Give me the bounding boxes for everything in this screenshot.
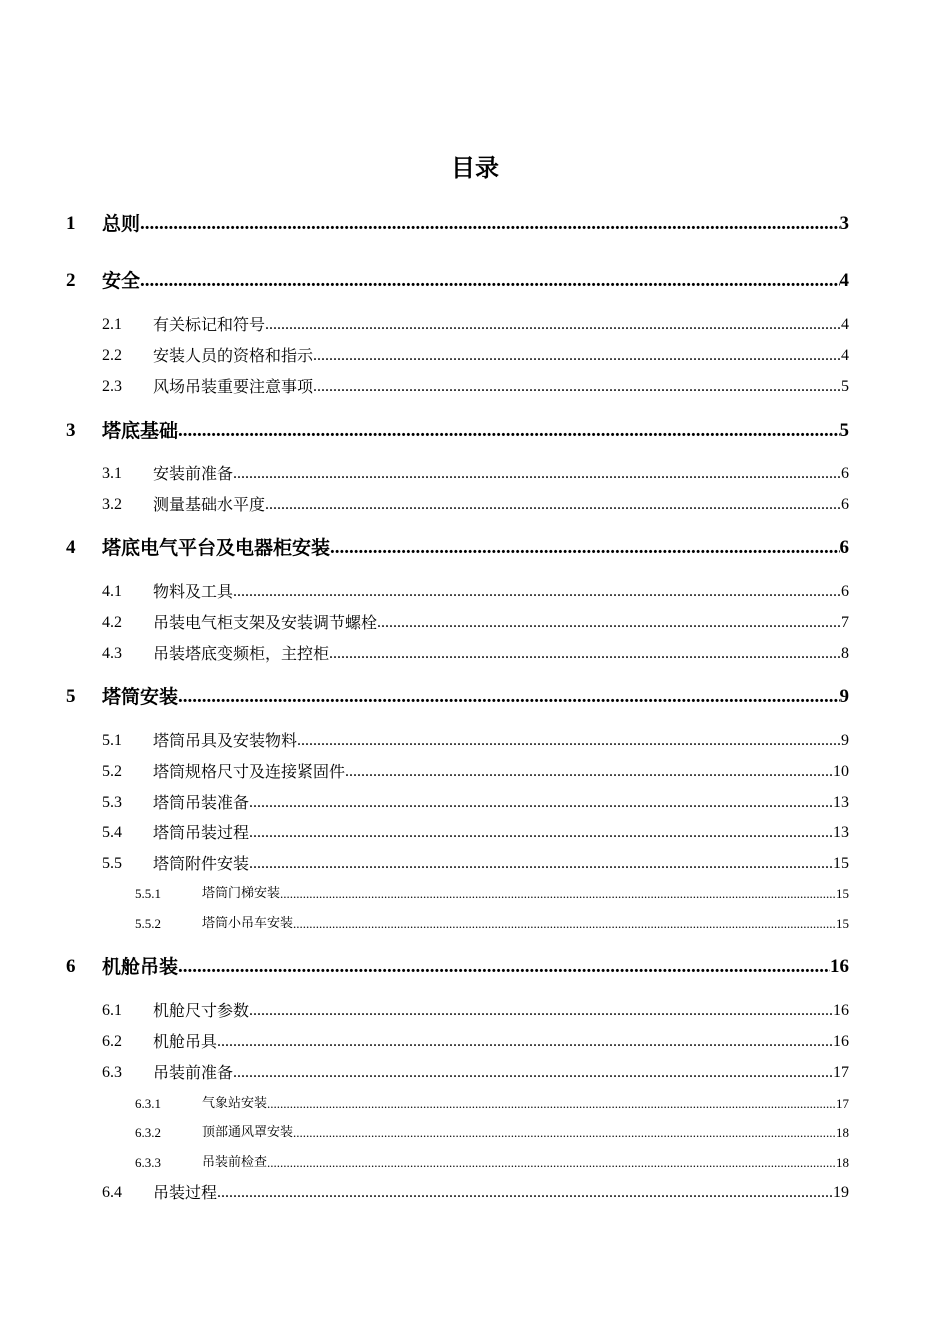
toc-entry-title: 机舱尺寸参数: [153, 1001, 250, 1020]
toc-dot-leader: [330, 535, 839, 561]
toc-entry-page: 10: [833, 763, 849, 780]
toc-dot-leader: [178, 418, 839, 444]
toc-entry-title: 顶部通风罩安装: [202, 1125, 294, 1140]
toc-entry-title: 物料及工具: [153, 582, 234, 601]
toc-entry-page: 16: [833, 1002, 849, 1019]
toc-entry-level1[interactable]: [66, 954, 849, 980]
toc-entry-number: 5.5.1: [135, 886, 161, 901]
toc-entry-level2[interactable]: [102, 822, 849, 844]
toc-dot-leader: [233, 581, 841, 603]
toc-entry-number: 2.3: [102, 378, 122, 395]
toc-dot-leader: [249, 1000, 833, 1022]
toc-entry-level2[interactable]: [102, 761, 849, 783]
toc-entry-title: 安装前准备: [153, 464, 234, 483]
toc-dot-leader: [267, 1095, 836, 1113]
toc-entry-title: 塔底电气平台及电器柜安装: [102, 537, 331, 559]
toc-entry-level2[interactable]: [102, 314, 849, 336]
toc-entry-number: 5: [66, 686, 76, 707]
toc-entry-number: 5.4: [102, 824, 122, 841]
toc-entry-number: 1: [66, 213, 76, 234]
toc-entry-page: 6: [839, 537, 849, 558]
toc-entry-page: 15: [836, 886, 849, 901]
toc-entry-level1[interactable]: [66, 211, 849, 237]
toc-entry-title: 风场吊装重要注意事项: [153, 377, 314, 396]
toc-dot-leader: [140, 268, 839, 294]
toc-entry-title: 安全: [102, 270, 141, 292]
toc-entry-page: 19: [833, 1184, 849, 1201]
toc-entry-number: 5.5: [102, 855, 122, 872]
toc-entry-number: 5.1: [102, 732, 122, 749]
toc-entry-level2[interactable]: [102, 1031, 849, 1053]
toc-entry-level2[interactable]: [102, 345, 849, 367]
toc-dot-leader: [249, 822, 833, 844]
toc-dot-leader: [345, 761, 833, 783]
toc-entry-number: 2.1: [102, 316, 122, 333]
toc-entry-level2[interactable]: [102, 612, 849, 634]
toc-entry-title: 塔筒安装: [102, 686, 179, 708]
toc-entry-number: 6.2: [102, 1033, 122, 1050]
toc-entry-number: 2: [66, 270, 76, 291]
toc-dot-leader: [265, 494, 841, 516]
toc-entry-page: 6: [841, 583, 849, 600]
toc-dot-leader: [178, 954, 830, 980]
toc-entry-page: 9: [839, 686, 849, 707]
toc-entry-number: 4.2: [102, 614, 122, 631]
toc-entry-title: 吊装过程: [153, 1183, 218, 1202]
toc-entry-level1[interactable]: [66, 268, 849, 294]
toc-dot-leader: [293, 1124, 836, 1142]
toc-entry-page: 13: [833, 824, 849, 841]
toc-dot-leader: [249, 853, 833, 875]
toc-entry-level2[interactable]: [102, 853, 849, 875]
toc-entry-page: 4: [841, 316, 849, 333]
toc-entry-level2[interactable]: [102, 643, 849, 665]
toc-entry-number: 6.3.1: [135, 1096, 161, 1111]
toc-entry-number: 5.5.2: [135, 916, 161, 931]
toc-entry-page: 6: [841, 465, 849, 482]
toc-title: 目录: [451, 154, 499, 182]
toc-entry-title: 吊装塔底变频柜，主控柜: [153, 644, 330, 663]
toc-dot-leader: [217, 1031, 833, 1053]
toc-entry-level2[interactable]: [102, 730, 849, 752]
toc-entry-title: 总则: [102, 213, 141, 235]
toc-entry-title: 吊装电气柜支架及安装调节螺栓: [153, 613, 378, 632]
toc-entry-level2[interactable]: [102, 463, 849, 485]
toc-dot-leader: [313, 376, 841, 398]
toc-entry-title: 塔筒吊装过程: [153, 823, 250, 842]
toc-entry-page: 4: [839, 270, 849, 291]
toc-entry-number: 5.2: [102, 763, 122, 780]
toc-dot-leader: [233, 463, 841, 485]
toc-entry-title: 有关标记和符号: [153, 315, 266, 334]
toc-entry-title: 吊装前准备: [153, 1063, 234, 1082]
toc-entry-number: 3.2: [102, 496, 122, 513]
toc-entry-number: 4: [66, 537, 76, 558]
toc-entry-level1[interactable]: [66, 418, 849, 444]
toc-entry-title: 塔筒小吊车安装: [202, 916, 294, 931]
toc-entry-number: 6: [66, 956, 76, 977]
toc-entry-page: 9: [841, 732, 849, 749]
toc-entry-level3[interactable]: [135, 1124, 849, 1142]
toc-entry-page: 7: [841, 614, 849, 631]
toc-entry-number: 6.3.3: [135, 1155, 161, 1170]
toc-entry-page: 18: [836, 1125, 849, 1140]
toc-entry-level2[interactable]: [102, 1182, 849, 1204]
toc-entry-page: 16: [830, 956, 849, 977]
toc-entry-level2[interactable]: [102, 376, 849, 398]
toc-entry-level1[interactable]: [66, 684, 849, 710]
toc-dot-leader: [217, 1182, 833, 1204]
toc-dot-leader: [249, 792, 833, 814]
toc-entry-number: 2.2: [102, 347, 122, 364]
toc-dot-leader: [178, 684, 839, 710]
toc-entry-page: 6: [841, 496, 849, 513]
toc-entry-page: 5: [839, 420, 849, 441]
toc-entry-title: 机舱吊具: [153, 1032, 218, 1051]
toc-entry-title: 安装人员的资格和指示: [153, 346, 314, 365]
toc-entry-level2[interactable]: [102, 581, 849, 603]
toc-entry-title: 测量基础水平度: [153, 495, 266, 514]
toc-entry-level2[interactable]: [102, 1000, 849, 1022]
toc-entry-number: 6.4: [102, 1184, 122, 1201]
toc-entry-level3[interactable]: [135, 885, 849, 903]
toc-entry-title: 塔筒附件安装: [153, 854, 250, 873]
toc-dot-leader: [140, 211, 839, 237]
toc-entry-title: 机舱吊装: [102, 956, 179, 978]
toc-entry-page: 16: [833, 1033, 849, 1050]
toc-dot-leader: [280, 885, 836, 903]
toc-entry-page: 8: [841, 645, 849, 662]
toc-entry-title: 塔筒吊具及安装物料: [153, 731, 298, 750]
toc-entry-number: 6.1: [102, 1002, 122, 1019]
toc-entry-level2[interactable]: [102, 494, 849, 516]
toc-dot-leader: [329, 643, 841, 665]
toc-dot-leader: [297, 730, 841, 752]
toc-entry-page: 5: [841, 378, 849, 395]
toc-dot-leader: [313, 345, 841, 367]
toc-entry-page: 17: [836, 1096, 849, 1111]
toc-entry-title: 气象站安装: [202, 1096, 268, 1111]
toc-entry-level2[interactable]: [102, 792, 849, 814]
toc-dot-leader: [265, 314, 841, 336]
toc-entry-page: 15: [833, 855, 849, 872]
toc-entry-title: 吊装前检查: [202, 1155, 268, 1170]
toc-entry-page: 17: [833, 1064, 849, 1081]
toc-entry-number: 3.1: [102, 465, 122, 482]
toc-entry-level1[interactable]: [66, 535, 849, 561]
toc-dot-leader: [293, 915, 836, 933]
toc-entry-page: 4: [841, 347, 849, 364]
toc-entry-page: 13: [833, 794, 849, 811]
toc-entry-level3[interactable]: [135, 915, 849, 933]
toc-entry-page: 15: [836, 916, 849, 931]
toc-entry-number: 6.3: [102, 1064, 122, 1081]
toc-entry-number: 4.3: [102, 645, 122, 662]
toc-entry-number: 6.3.2: [135, 1125, 161, 1140]
toc-dot-leader: [267, 1154, 836, 1172]
toc-entry-level2[interactable]: [102, 1062, 849, 1084]
toc-entry-level3[interactable]: [135, 1095, 849, 1113]
toc-entry-title: 塔筒规格尺寸及连接紧固件: [153, 762, 346, 781]
toc-entry-page: 18: [836, 1155, 849, 1170]
toc-dot-leader: [377, 612, 841, 634]
toc-entry-number: 3: [66, 420, 76, 441]
toc-entry-level3[interactable]: [135, 1154, 849, 1172]
toc-entry-number: 4.1: [102, 583, 122, 600]
toc-entry-page: 3: [839, 213, 849, 234]
toc-entry-number: 5.3: [102, 794, 122, 811]
toc-entry-title: 塔筒吊装准备: [153, 793, 250, 812]
toc-entry-title: 塔筒门梯安装: [202, 886, 281, 901]
toc-dot-leader: [233, 1062, 833, 1084]
toc-entry-title: 塔底基础: [102, 420, 179, 442]
